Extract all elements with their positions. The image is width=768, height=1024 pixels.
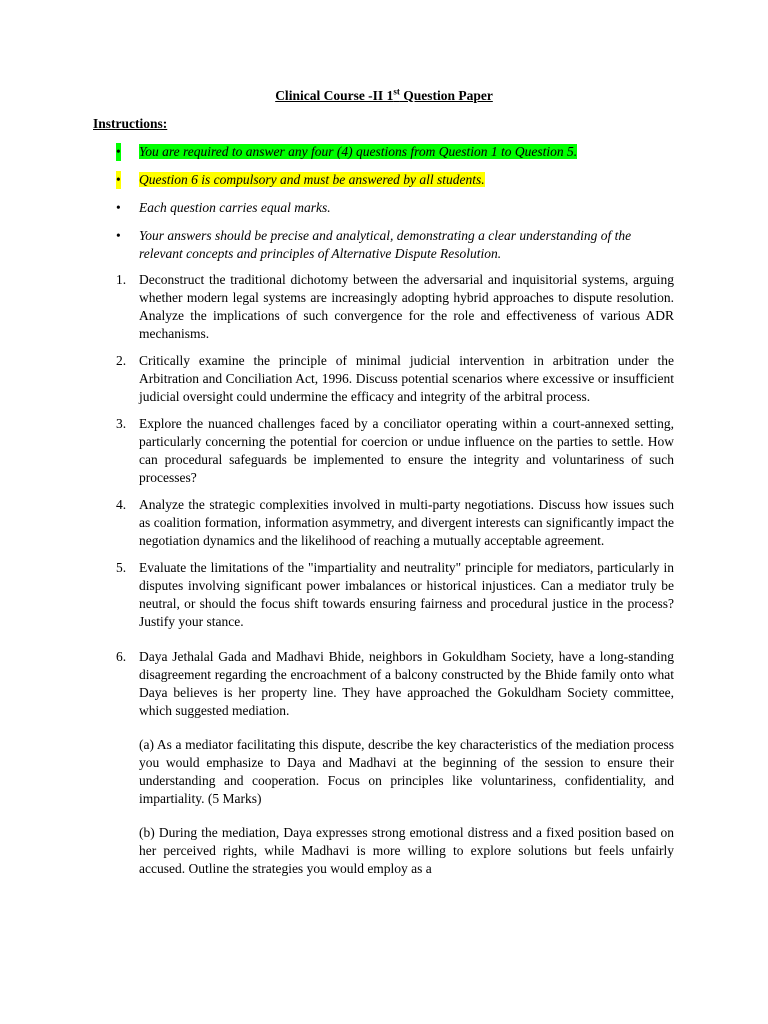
question-item (116, 559, 674, 631)
questions-list (116, 271, 674, 887)
question-text: Critically examine the principle of minimal judicial intervention in arbitration under the Arbitration and Conciliation Act, 1996. Discuss potential scenarios where excessive or insufficient judicial oversight could undermine the efficacy and integrity of the arbitral process. (139, 353, 674, 404)
question-number: 6. (116, 649, 127, 664)
instruction-item (116, 227, 676, 263)
question-text: Deconstruct the traditional dichotomy between the adversarial and inquisitorial systems, arguing whether modern legal systems are increasingly adopting hybrid approaches to dispute resolution. Analyze the implications of such convergence for the role and effectiveness of various ADR mechanisms. (139, 272, 674, 341)
bullet-icon: • (116, 200, 121, 215)
bullet-icon: • (116, 144, 121, 159)
question-number: 2. (116, 353, 127, 368)
instructions-list (116, 143, 676, 273)
bullet-icon: • (116, 228, 121, 243)
question-text: Daya Jethalal Gada and Madhavi Bhide, neighbors in Gokuldham Society, have a long-standing disagreement regarding the encroachment of a balcony constructed by the Bhide family onto what Daya believes is her property line. They have approached the Gokuldham Society committee, which suggested mediation. (139, 649, 674, 718)
page-title (0, 88, 768, 104)
question-number: 5. (116, 560, 127, 575)
question-number: 1. (116, 272, 127, 287)
question-part-b: (b) During the mediation, Daya expresses strong emotional distress and a fixed position based on her perceived rights, while Madhavi is more willing to explore solutions but feels unfairly accused. Outline the strategies you would employ as a (139, 825, 674, 876)
bullet-icon: • (116, 172, 121, 187)
instruction-item (116, 199, 676, 217)
question-item (116, 271, 674, 343)
question-text: Analyze the strategic complexities involved in multi-party negotiations. Discuss how issues such as coalition formation, information asymmetry, and divergent interests can significantly impact the negotiation dynamics and the likelihood of reaching a mutually acceptable agreement. (139, 497, 674, 548)
instructions-heading: Instructions: (93, 116, 168, 131)
question-number: 4. (116, 497, 127, 512)
question-number: 3. (116, 416, 127, 431)
question-item (116, 415, 674, 487)
question-item-case-study (116, 648, 674, 878)
instruction-text: Your answers should be precise and analytical, demonstrating a clear understanding of the relevant concepts and principles of Alternative Dispute Resolution. (139, 228, 632, 261)
instruction-item (116, 143, 676, 161)
question-item (116, 352, 674, 406)
question-item (116, 496, 674, 550)
instruction-text: Question 6 is compulsory and must be answered by all students. (139, 172, 485, 187)
instruction-item (116, 171, 676, 189)
instruction-text: Each question carries equal marks. (139, 200, 331, 215)
title-prefix: Clinical Course -II 1 (275, 88, 394, 103)
question-part-a: (a) As a mediator facilitating this dispute, describe the key characteristics of the mediation process you would emphasize to Daya and Madhavi at the beginning of the session to ensure their understanding and cooperation. Focus on principles like voluntariness, confidentiality, and impartiality. (5 Marks) (139, 737, 674, 806)
title-superscript: st (393, 86, 400, 97)
question-text: Evaluate the limitations of the "impartiality and neutrality" principle for mediators, particularly in disputes involving significant power imbalances or historical injustices. Can a mediator truly be neutral, or should the focus shift towards ensuring fairness and procedural justice in the process? Justify your stance. (139, 560, 674, 629)
question-text: Explore the nuanced challenges faced by a conciliator operating within a court-annexed setting, particularly concerning the potential for coercion or undue influence on the parties to settle. How can procedural safeguards be implemented to ensure the integrity and voluntariness of such processes? (139, 416, 674, 485)
instruction-text: You are required to answer any four (4) questions from Question 1 to Question 5. (139, 144, 578, 159)
title-suffix: Question Paper (399, 88, 493, 103)
